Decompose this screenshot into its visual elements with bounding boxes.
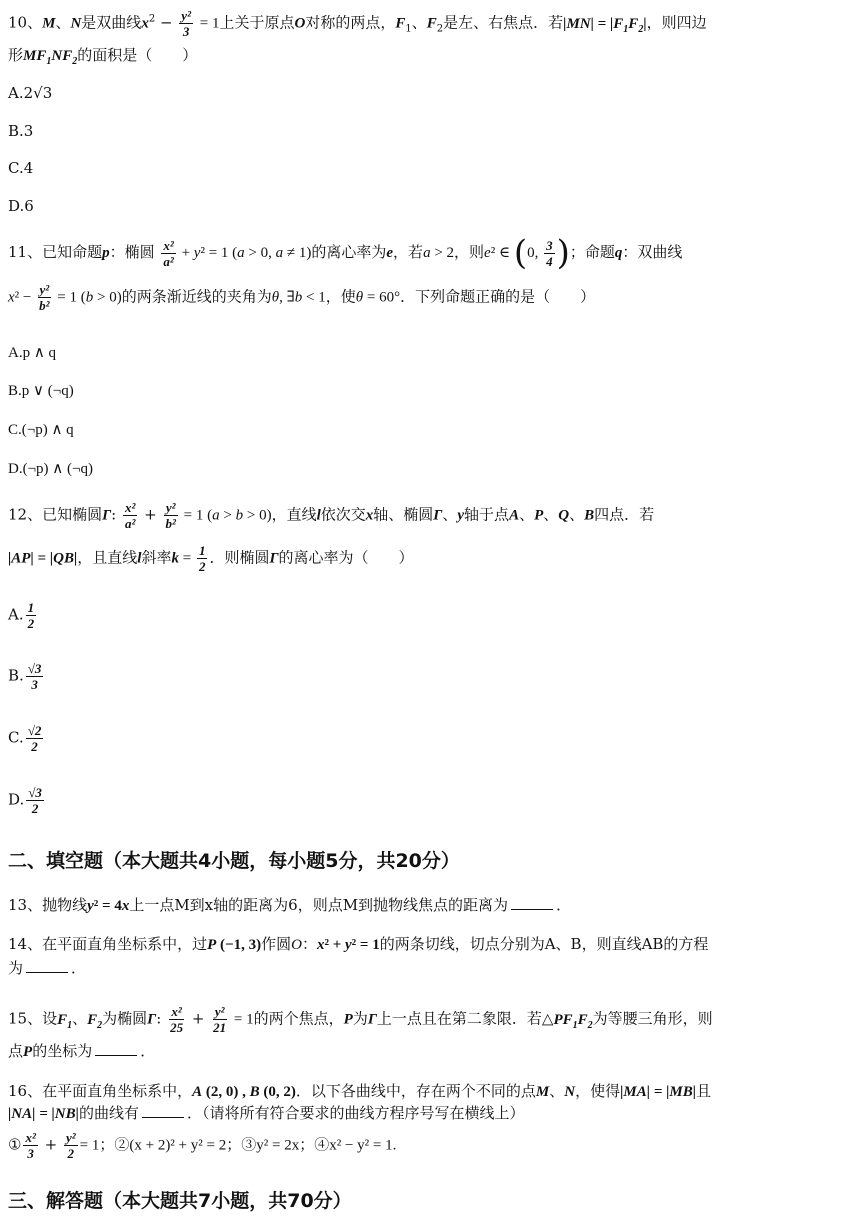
q15-text-4: 为 [352,1009,368,1028]
q13-text-2: 上一点M到x轴的距离为6，则点M到抛物线焦点的距离为 [129,896,509,914]
q14-text-4: 的两条切线，切点分别为A、B，则直线AB的方程 [379,935,709,953]
q12-line1: 12、已知椭圆Γ: $\frac{\text{x²}}{\text{a²}}$ + $\frac{\text{y²}}{\text{b²}}$ = 1 (a > b > 0)，直线l依次交x轴、椭圆Γ、y轴于点A、P、Q、B四点．若 [8,500,655,531]
q12-option-c [8,723,45,754]
q11-text-7: ：双曲线 [622,243,683,261]
q11-text-3: 的离心率为 [311,243,387,261]
q12-option-b-letter: B. [8,666,24,685]
q14-line1: 14、在平面直角坐标系中，过P (−1, 3)作圆O：x² + y² = 1的两条切线，切点分别为A、B，则直线AB的方程 [8,935,709,953]
q11-text-9: ，使 [325,287,356,306]
q10-line1: 10、M、N是双曲线$x^2$ − $\frac{\text{y²}}{3}$ = 1上关于原点O对称的两点，$F_1$、$F_2$是左、右焦点．若$|MN| = |F_1F_2|$，则四边 [8,8,707,39]
q15-line2: 点P的坐标为 ． [8,1042,156,1060]
q15-text-9: ． [140,1042,156,1060]
section-2-heading: 二、填空题（本大题共4小题，每小题5分，共20分） [8,850,460,872]
q10-text-6: 形 [8,46,24,64]
answer-blank[interactable] [95,1041,137,1056]
q11-option-c: C.(¬p) ∧ q [8,422,74,438]
q12-option-c-frac [26,723,44,754]
q16-text-2: ．以下各曲线中，存在两个不同的点 [295,1082,536,1100]
q16-choice-1-tail: = 1； [79,1137,115,1154]
q12-option-b-den: 3 [31,677,38,692]
q11-text-2: ：椭圆 [109,243,155,261]
q15-text-7: 点 [8,1042,24,1060]
q16-choice-4: ④x² − y² = 1. [314,1137,397,1154]
q10-line2: 形$MF_1NF_2$的面积是（ ） [8,46,198,67]
q12-option-c-letter: C. [8,728,24,747]
q15-text-8: 的坐标为 [32,1042,93,1060]
q15-number: 15、 [8,1009,43,1028]
q12-text-10: ．则椭圆 [209,548,270,567]
q11-option-b: B.p ∨ (¬q) [8,383,74,399]
q13-line: 13、抛物线y² = 4x上一点M到x轴的距离为6，则点M到抛物线焦点的距离为 ． [8,896,572,914]
q12-option-a-den: 2 [27,616,35,631]
q12-number: 12、 [8,505,43,524]
q14-text-3: ： [301,935,317,953]
answer-blank[interactable] [26,958,68,973]
q12-text-5: 、 [442,505,458,524]
q12-option-b [8,661,45,692]
q12-option-d-frac [26,785,44,816]
q11-text-8: 的两条渐近线的夹角为 [121,287,272,306]
q15-text-6: 为等腰三角形，则 [592,1009,713,1028]
q13-text-3: ． [556,896,572,914]
q12-option-a-num: 1 [27,600,35,615]
section-3-heading: 三、解答题（本大题共7小题，共70分） [8,1190,352,1212]
q16-text-1: 在平面直角坐标系中， [42,1082,193,1100]
q12-option-d-den: 2 [31,801,39,816]
q14-line2 [8,957,852,979]
q12-option-d-letter: D. [8,790,25,809]
q11-text-5: ，则 [454,243,485,261]
q10-option-c: C.4 [8,159,34,177]
q14-text-1: 在平面直角坐标系中，过 [42,935,208,953]
q12-option-d [8,785,46,816]
q16-choice-1: ① [8,1135,22,1154]
q12-text-4: 轴、椭圆 [373,505,434,524]
q16-choice-2: ②(x + 2)² + y² = 2； [114,1137,242,1154]
q10-text-3: 对称的两点， [305,13,396,32]
q10-text-5: ，则四边 [646,13,707,32]
q10-frac: $\frac{\text{y²}}{3}$ [181,8,191,39]
q16-choice-3: ③y² = 2x； [241,1137,315,1154]
q10-number: 10、 [8,13,43,32]
q10-option-d: D.6 [8,197,34,215]
q12-text-1: 已知椭圆 [42,505,103,524]
q16-number: 16、 [8,1082,43,1100]
q12-option-a-letter: A. [8,605,24,624]
answer-blank[interactable] [142,1103,184,1118]
q12-text-3: 依次交 [320,505,366,524]
q16-line2: |NA| = |NB|的曲线有 ．（请将所有符合要求的曲线方程序号写在横线上） [8,1104,525,1122]
q15-line1: 15、设$F_1$、$F_2$为椭圆Γ: $\frac{\text{x²}}{25}$ + $\frac{\text{y²}}{21}$ = 1的两个焦点，P为Γ上一点且在第二象限．若$\triangle PF_1F_2$为等腰三角形，则 [8,1004,713,1035]
q14-number: 14、 [8,935,43,953]
q15-text-2: 为椭圆 [102,1009,148,1028]
q10-text-1: 是双曲线 [81,13,142,32]
q11-option-d: D.(¬p) ∧ (¬q) [8,461,93,477]
q12-line2: |AP| = |QB|，且直线l斜率k = $\frac{1}{2}$ ．则椭圆Γ的离心率为（ ） [8,543,414,574]
q11-text-1: 已知命题 [42,243,103,261]
answer-blank[interactable] [511,895,553,910]
q12-text-11: 的离心率为（ ） [278,548,414,567]
q10-text-7: 的面积是（ ） [77,46,198,64]
q12-text-8: ，且直线 [77,548,138,567]
q15-text-3: 的两个焦点， [253,1009,344,1028]
q12-option-c-den: 2 [31,739,38,754]
q14-text-6: ． [71,959,87,977]
q13-number: 13、 [8,896,43,914]
q12-option-a-frac [26,600,37,631]
q11-text-6: ；命题 [569,243,615,261]
q16-text-4: 且 [696,1082,712,1100]
q11-text-10: ．下列命题正确的是（ ） [400,287,596,306]
q12-text-2: ，直线 [271,505,317,524]
q12-text-7: 四点．若 [594,505,655,524]
q16-line1: 16、在平面直角坐标系中，A (2, 0) , B (0, 2)．以下各曲线中，存在两个不同的点M、N，使得|MA| = |MB|且 [8,1082,712,1100]
q16-text-6: ．（请将所有符合要求的曲线方程序号写在横线上） [186,1104,525,1122]
q10-text-2: 上关于原点 [219,13,295,32]
q15-text-1: 设 [42,1009,58,1028]
q10-option-b: B.3 [8,122,34,140]
q10-option-a: A.2√3 [8,84,53,102]
q11-line2: x² − $\frac{\text{y²}}{\text{b²}}$ = 1 (b > 0)的两条渐近线的夹角为θ, ∃b < 1，使θ = 60°．下列命题正确的是（ ） [8,282,596,313]
q16-text-5: 的曲线有 [78,1104,139,1122]
q11-number: 11、 [8,243,43,261]
q12-text-6: 轴于点 [464,505,510,524]
q12-option-c-num: √2 [27,723,42,738]
q14-text-5: 为 [8,959,24,977]
q12-option-b-num: √3 [27,661,42,676]
q16-line3: ① $\frac{\text{x²}}{3}$ + $\frac{\text{y²}}{2}$ = 1；②(x + 2)² + y² = 2；③y² = 2x；④x² − y² = 1. [8,1130,397,1161]
q12-option-d-num: √3 [28,785,42,800]
q13-text-1: 抛物线 [42,896,88,914]
q11-text-4: ，若 [393,243,424,261]
q14-text-2: 作圆 [261,935,292,953]
q16-text-3: ，使得 [575,1082,621,1100]
q12-option-b-frac [26,661,44,692]
q12-option-a [8,600,38,631]
q11-option-a: A.p ∧ q [8,345,57,361]
q15-text-5: 上一点且在第二象限．若△ [376,1009,554,1028]
q12-text-9: 斜率 [141,548,172,567]
q10-text-4: 是左、右焦点．若 [443,13,564,32]
q11-line1: 11、已知命题p：椭圆 $\frac{\text{x²}}{\text{a²}}$ + y² = 1 (a > 0, a ≠ 1)的离心率为e，若a > 2，则e² ∈ (0, $\frac{3}{4}$ )；命题q：双曲线 [8,233,683,273]
